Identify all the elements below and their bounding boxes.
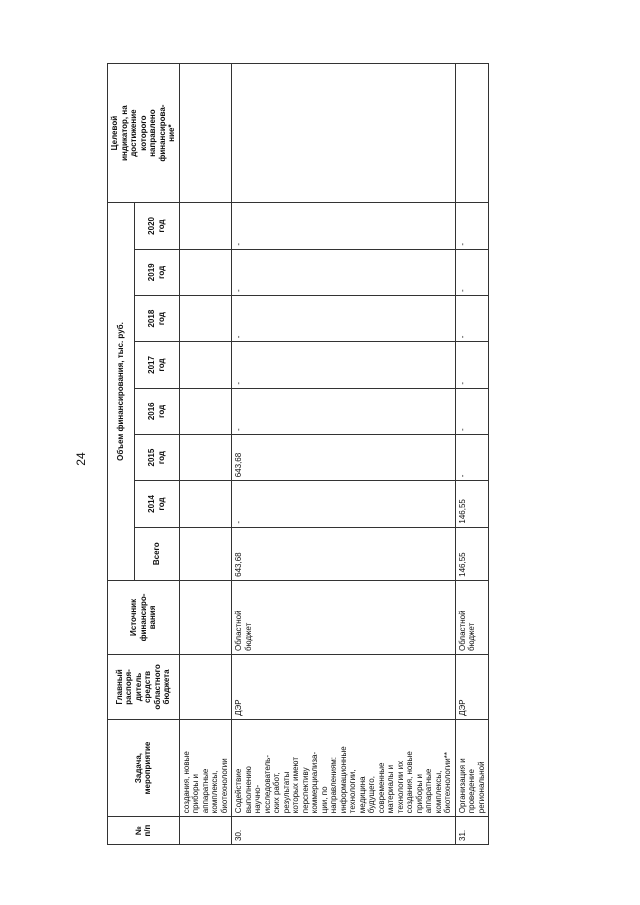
table-container	[107, 63, 593, 845]
cell-year: 643,68	[232, 434, 456, 480]
cell-year: -	[232, 203, 456, 249]
cell-year: -	[455, 249, 489, 295]
cell-year	[179, 342, 232, 388]
cell-indicator	[232, 64, 456, 203]
cell-year	[179, 295, 232, 341]
cell-year	[179, 481, 232, 527]
cell-total: 146,55	[455, 527, 489, 580]
cell-year: -	[455, 342, 489, 388]
cell-year: -	[232, 342, 456, 388]
header-year-2015: 2015 год	[134, 434, 179, 480]
cell-source: Областной бюджет	[232, 580, 456, 654]
cell-source: Областной бюджет	[455, 580, 489, 654]
cell-year: -	[232, 295, 456, 341]
header-year-2020: 2020 год	[134, 203, 179, 249]
cell-no	[179, 817, 232, 845]
header-indicator: Целевой индикатор, на достижение которого направлено финансирова- ние*	[108, 64, 180, 203]
cell-main: ДЭР	[232, 655, 456, 720]
cell-year: -	[455, 434, 489, 480]
cell-year: -	[455, 295, 489, 341]
cell-no: 30.	[232, 817, 456, 845]
header-main-manager: Главный распоря- дитель средств областного бюджета	[108, 655, 180, 720]
cell-year	[179, 203, 232, 249]
page-number: 24	[74, 452, 88, 466]
table-row	[232, 64, 456, 845]
cell-year: -	[455, 203, 489, 249]
cell-main: ДЭР	[455, 655, 489, 720]
header-source: Источник финансиро- вания	[108, 580, 180, 654]
header-volume: Объем финансирования, тыс. руб.	[108, 203, 135, 581]
header-year-2016: 2016 год	[134, 388, 179, 434]
header-row-1	[108, 64, 135, 845]
header-year-2014: 2014 год	[134, 481, 179, 527]
cell-year: -	[455, 388, 489, 434]
cell-source	[179, 580, 232, 654]
cell-year	[179, 434, 232, 480]
header-year-2018: 2018 год	[134, 295, 179, 341]
header-year-2017: 2017 год	[134, 342, 179, 388]
cell-indicator	[179, 64, 232, 203]
header-task: Задача, мероприятие	[108, 719, 180, 816]
cell-year	[179, 249, 232, 295]
cell-year: -	[232, 249, 456, 295]
cell-year: -	[232, 388, 456, 434]
cell-total	[179, 527, 232, 580]
cell-main	[179, 655, 232, 720]
header-no: № п/п	[108, 817, 180, 845]
cell-task: Организация и проведение региональной	[455, 719, 489, 816]
cell-task: Содействие выполнению научно- исследователь- ских работ, результаты которых имеют перспективу коммерциализа- ции, по направлениям: информационные технологии, медицина будущего, современные материалы и технологии их создания, новые приборы и аппаратные комплексы, биотехнологии**	[232, 719, 456, 816]
cell-year: -	[232, 481, 456, 527]
rotated-table-frame	[107, 63, 593, 845]
table-row	[455, 64, 489, 845]
cell-task: создания, новые приборы и аппаратные комплексы, биотехнологии	[179, 719, 232, 816]
table-row	[179, 64, 232, 845]
cell-indicator	[455, 64, 489, 203]
cell-no: 31.	[455, 817, 489, 845]
cell-total: 643,68	[232, 527, 456, 580]
cell-year: 146,55	[455, 481, 489, 527]
header-total: Всего	[134, 527, 179, 580]
cell-year	[179, 388, 232, 434]
header-year-2019: 2019 год	[134, 249, 179, 295]
financing-table	[107, 63, 489, 845]
